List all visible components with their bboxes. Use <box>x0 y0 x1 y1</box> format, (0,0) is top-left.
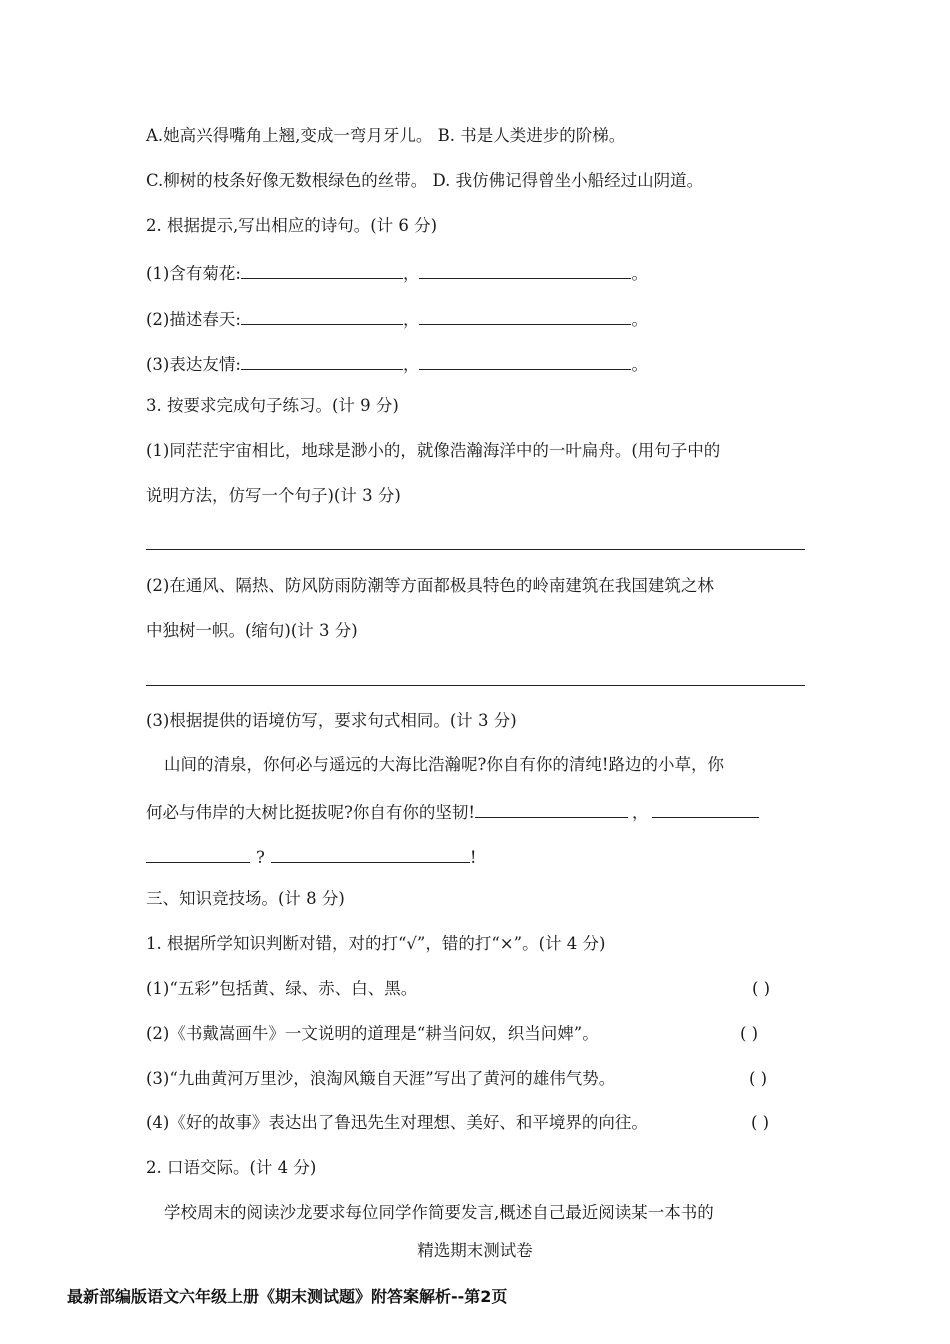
question-mark: ? <box>256 848 265 867</box>
answer-parentheses[interactable]: ( ) <box>752 979 771 998</box>
exclamation-mark: ! <box>469 848 477 867</box>
comma: ， <box>402 264 420 283</box>
footer-caption: 最新部编版语文六年级上册《期末测试题》附答案解析--第2页 <box>67 1287 508 1306</box>
options-ab: A.她高兴得嘴角上翘,变成一弯月牙儿。 B. 书是人类进步的阶梯。 <box>146 126 626 145</box>
answer-blank[interactable] <box>475 799 628 818</box>
answer-line[interactable] <box>146 685 805 686</box>
section3-title: 三、知识竞技场。(计 8 分) <box>146 889 345 908</box>
comma: ， <box>402 310 420 329</box>
answer-blank[interactable] <box>419 306 631 325</box>
judge-item-3: (3)“九曲黄河万里沙，浪淘风簸自天涯”写出了黄河的雄伟气势。 <box>146 1069 616 1088</box>
period: 。 <box>631 264 648 283</box>
q2-item-label: (2)描述春天: <box>146 310 241 329</box>
section3-q2-title: 2. 口语交际。(计 4 分) <box>146 1158 317 1177</box>
q2-item-2 <box>146 306 810 331</box>
q3-p3-text: 何必与伟岸的大树比挺拔呢?你自有你的坚韧! <box>146 803 475 822</box>
q2-item-label: (1)含有菊花: <box>146 264 241 283</box>
answer-blank[interactable] <box>241 351 403 370</box>
judge-item-2: (2)《书戴嵩画牛》一文说明的道理是“耕当问奴，织当问婢”。 <box>146 1024 599 1043</box>
comma: ， <box>631 803 649 822</box>
answer-blank[interactable] <box>652 799 759 818</box>
section3-q2-text: 学校周末的阅读沙龙要求每位同学作简要发言,概述自己最近阅读某一本书的 <box>164 1203 714 1222</box>
q3-p1-line1: (1)同茫茫宇宙相比，地球是渺小的，就像浩瀚海洋中的一叶扁舟。(用句子中的 <box>146 441 721 460</box>
period: 。 <box>631 310 648 329</box>
options-cd: C.柳树的枝条好像无数根绿色的丝带。 D. 我仿佛记得曾坐小船经过山阴道。 <box>146 171 704 190</box>
answer-parentheses[interactable]: ( ) <box>751 1113 770 1132</box>
section3-q1-title: 1. 根据所学知识判断对错，对的打“√”，错的打“×”。(计 4 分) <box>146 934 606 953</box>
q3-p3-title: (3)根据提供的语境仿写，要求句式相同。(计 3 分) <box>146 711 517 730</box>
answer-line[interactable] <box>146 549 805 550</box>
answer-parentheses[interactable]: ( ) <box>740 1024 759 1043</box>
page-label: 精选期末测试卷 <box>417 1241 533 1260</box>
judge-item-1: (1)“五彩”包括黄、绿、赤、白、黑。 <box>146 979 418 998</box>
q2-title: 2. 根据提示,写出相应的诗句。(计 6 分) <box>146 216 438 235</box>
period: 。 <box>631 355 648 374</box>
answer-blank[interactable] <box>271 844 470 863</box>
q3-p3-line1: 山间的清泉，你何必与遥远的大海比浩瀚呢?你自有你的清纯!路边的小草，你 <box>164 755 724 774</box>
comma: ， <box>402 355 420 374</box>
judge-item-4: (4)《好的故事》表达出了鲁迅先生对理想、美好、和平境界的向往。 <box>146 1113 648 1132</box>
answer-blank[interactable] <box>419 351 631 370</box>
q3-title: 3. 按要求完成句子练习。(计 9 分) <box>146 396 399 415</box>
answer-parentheses[interactable]: ( ) <box>749 1069 768 1088</box>
answer-blank[interactable] <box>241 306 403 325</box>
q3-p2-line1: (2)在通风、隔热、防风防雨防潮等方面都极具特色的岭南建筑在我国建筑之林 <box>146 576 714 595</box>
answer-blank[interactable] <box>146 844 250 863</box>
q2-item-1 <box>146 260 810 285</box>
q2-item-3 <box>146 351 810 376</box>
q2-item-label: (3)表达友情: <box>146 355 241 374</box>
q3-p1-line2: 说明方法，仿写一个句子)(计 3 分) <box>146 486 401 505</box>
answer-blank[interactable] <box>241 260 403 279</box>
answer-blank[interactable] <box>419 260 631 279</box>
q3-p2-line2: 中独树一帜。(缩句)(计 3 分) <box>146 621 358 640</box>
q3-p3-line2 <box>146 799 810 824</box>
q3-p3-line3 <box>146 844 810 869</box>
